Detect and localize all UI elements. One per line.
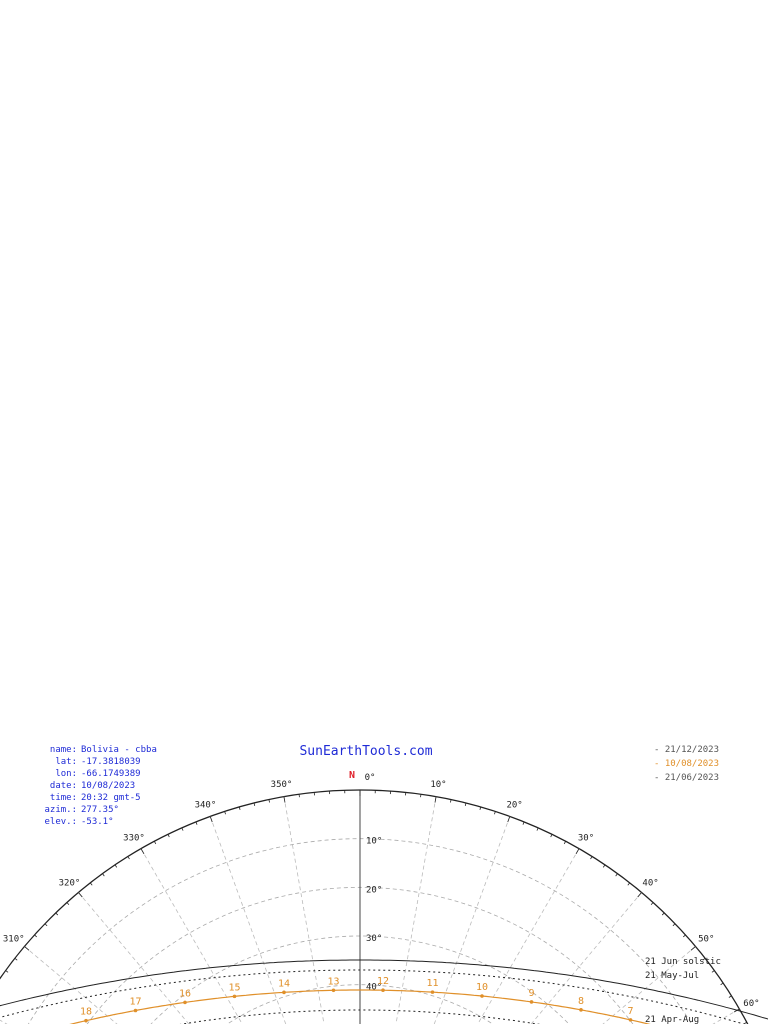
horizon-tick	[24, 946, 29, 950]
horizon-tick	[15, 958, 17, 960]
info-value: -53.1°	[81, 817, 114, 827]
info-value: 277.35°	[81, 805, 119, 815]
hour-marker	[233, 995, 237, 999]
horizon-tick	[168, 834, 169, 837]
azimuth-label: 0°	[364, 773, 376, 783]
info-label: azim.:	[44, 805, 77, 815]
location-info	[44, 745, 156, 827]
horizon-tick	[154, 841, 155, 844]
hour-marker	[332, 988, 336, 992]
elevation-label: 40°	[366, 982, 383, 993]
horizon-tick	[128, 857, 130, 860]
azimuth-label: 10°	[430, 779, 447, 790]
horizon-tick	[115, 865, 117, 867]
azimuth-label: 340°	[194, 800, 217, 811]
horizon-tick	[284, 797, 285, 803]
horizon-tick	[56, 913, 58, 915]
horizon-tick	[103, 874, 105, 876]
hour-marker	[282, 991, 286, 995]
horizon-tick	[551, 834, 552, 837]
info-value: -17.3818039	[81, 757, 141, 767]
horizon-tick	[225, 811, 226, 814]
horizon-tick	[683, 935, 685, 937]
azimuth-label: 320°	[58, 878, 81, 889]
hour-label: 12	[376, 976, 390, 988]
horizon-tick	[67, 903, 69, 905]
hour-marker	[530, 1000, 534, 1004]
azimuth-label: 310°	[2, 934, 25, 945]
horizon-tick	[673, 924, 675, 926]
legend-entry: - 21/12/2023	[654, 745, 720, 755]
hour-label: 14	[277, 978, 291, 990]
info-label: lon:	[55, 769, 77, 779]
hour-label: 11	[426, 978, 439, 990]
hour-label: 13	[327, 976, 340, 988]
hour-label: 18	[79, 1006, 93, 1018]
horizon-tick	[523, 822, 524, 825]
elevation-label: 10°	[366, 836, 383, 847]
horizon-tick	[35, 935, 37, 937]
horizon-tick	[712, 971, 714, 973]
azimuth-label: 330°	[123, 833, 145, 844]
horizon-tick	[196, 822, 197, 825]
horizon-tick	[537, 828, 538, 831]
horizon-tick	[6, 971, 8, 973]
hour-marker	[84, 1019, 88, 1023]
horizon-tick	[182, 828, 183, 831]
azimuth-label: 30°	[577, 833, 595, 844]
horizon-tick	[494, 811, 495, 814]
info-label: name:	[49, 745, 77, 755]
horizon-tick	[78, 892, 82, 897]
hour-label: 8	[577, 995, 585, 1007]
azimuth-label: 20°	[506, 800, 523, 811]
horizon-tick	[508, 816, 510, 822]
horizon-tick	[603, 865, 605, 867]
info-value: 10/08/2023	[81, 781, 136, 791]
azimuth-label: 50°	[698, 934, 715, 945]
hour-marker	[480, 994, 484, 998]
azimuth-label: 350°	[270, 779, 293, 790]
info-value: 20:32 gmt-5	[81, 793, 141, 803]
north-marker: N	[348, 770, 356, 781]
hour-label: 9	[528, 987, 535, 999]
hour-label: 15	[228, 982, 241, 994]
azimuth-line	[24, 946, 360, 1024]
info-label: lat:	[55, 757, 77, 767]
horizon-tick	[691, 946, 696, 950]
horizon-tick	[638, 892, 642, 897]
horizon-tick	[564, 841, 565, 844]
horizon-tick	[591, 857, 593, 860]
hour-marker	[629, 1018, 633, 1022]
elevation-label: 20°	[366, 885, 383, 896]
azimuth-label: 40°	[642, 878, 659, 889]
elevation-label: 30°	[366, 934, 383, 944]
info-label: elev.:	[44, 817, 77, 827]
horizon-tick	[576, 849, 579, 854]
hour-label: 16	[178, 988, 192, 1000]
info-label: time:	[49, 793, 77, 803]
horizon-tick	[721, 983, 723, 985]
legend-entry: - 10/08/2023	[654, 759, 720, 769]
azimuth-line	[360, 849, 579, 1024]
info-value: -66.1749389	[81, 769, 141, 779]
horizon-tick	[435, 797, 436, 803]
curve-label: 21 Apr-Aug	[645, 1015, 700, 1024]
info-label: date:	[49, 781, 77, 791]
horizon-tick	[141, 849, 144, 854]
hour-label: 10	[475, 982, 489, 994]
horizon-tick	[628, 883, 630, 885]
hour-label: 17	[129, 996, 142, 1008]
hour-marker	[431, 990, 435, 994]
info-value: Bolivia - cbba	[81, 745, 157, 755]
horizon-tick	[90, 883, 92, 885]
azimuth-label: 60°	[743, 999, 760, 1009]
curve-label: 21 May-Jul	[645, 971, 700, 981]
horizon-tick	[729, 996, 732, 998]
horizon-tick	[616, 874, 618, 876]
chart-legend	[654, 745, 719, 783]
azimuth-line	[78, 892, 360, 1024]
azimuth-line	[360, 892, 642, 1024]
hour-marker	[183, 1001, 187, 1005]
hour-marker	[579, 1008, 583, 1012]
hour-label: 7	[627, 1005, 634, 1017]
azimuth-line	[141, 849, 360, 1024]
hour-marker	[134, 1009, 138, 1013]
horizon-tick	[662, 913, 664, 915]
legend-entry: - 21/06/2023	[654, 773, 720, 783]
site-title[interactable]: SunEarthTools.com	[299, 744, 433, 759]
curve-label: 21 Jun solstic	[645, 957, 721, 967]
horizon-tick	[210, 816, 212, 822]
horizon-tick	[651, 903, 653, 905]
azimuth-line	[0, 1006, 360, 1024]
horizon-tick	[45, 924, 47, 926]
